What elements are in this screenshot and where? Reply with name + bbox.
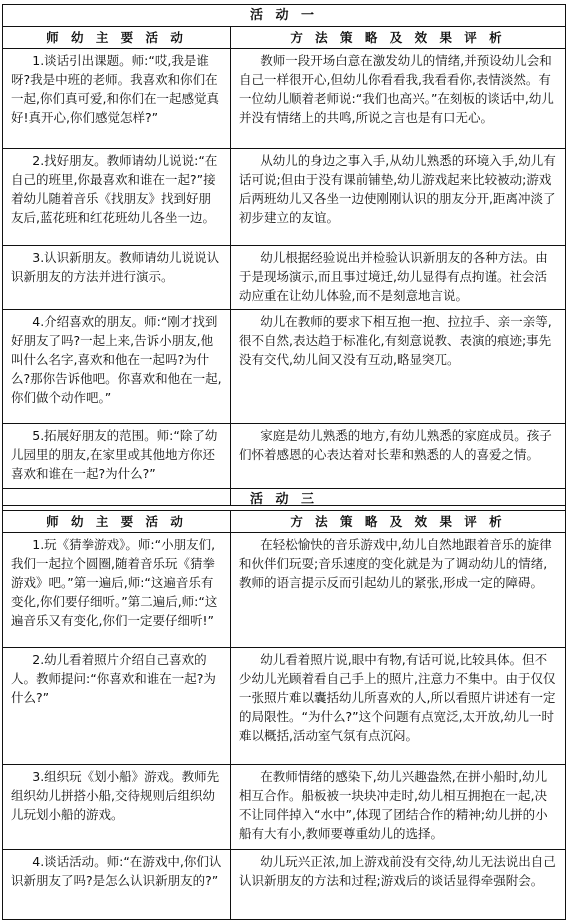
activity1-title: 活 动 一 — [3, 5, 566, 27]
activity1-col1-header: 师 幼 主 要 活 动 — [3, 27, 231, 49]
evaluation-cell: 在轻松愉快的音乐游戏中,幼儿自然地跟着音乐的旋律和伙伴们玩耍;音乐速度的变化就是为了调动幼儿的情绪,教师的语言提示反而引起幼儿的紧张,形成一定的障碍。 — [231, 533, 566, 648]
activity3-table — [2, 488, 566, 920]
table-row — [3, 310, 566, 424]
evaluation-cell: 在教师情绪的感染下,幼儿兴趣盎然,在拼小船时,幼儿相互合作。船板被一块块冲走时,幼儿相互拥抱在一起,决不让同伴掉入“水中”,体现了团结合作的精神;幼儿拼的小船有大有小,教师要尊重幼儿的选择。 — [231, 765, 566, 850]
evaluation-cell: 教师一段开场白意在激发幼儿的情绪,并预设幼儿会和自己一样很开心,但幼儿你看看我,我看看你,表情淡然。有一位幼儿顺着老师说:“我们也高兴。”在刻板的谈话中,幼儿并没有情绪上的共鸣,所说之言也是有口无心。 — [231, 49, 566, 149]
evaluation-cell: 幼儿玩兴正浓,加上游戏前没有交待,幼儿无法说出自己认识新朋友的方法和过程;游戏后的谈话显得牵强附会。 — [231, 850, 566, 920]
activity3-col1-header: 师 幼 主 要 活 动 — [3, 511, 231, 533]
table-row — [3, 49, 566, 149]
evaluation-cell: 幼儿在教师的要求下相互抱一抱、拉拉手、亲一亲等,很不自然,表达趋于标准化,有刻意说教、表演的痕迹;事先没有交代,幼儿间又没有互动,略显突兀。 — [231, 310, 566, 424]
table-row — [3, 765, 566, 850]
activity-cell: 1.谈话引出课题。师:“哎,我是谁呀?我是中班的老师。我喜欢和你们在一起,你们真可爱,和你们在一起感觉真好!真开心,你们感觉怎样?” — [3, 49, 231, 149]
table-row — [3, 533, 566, 648]
activity-cell: 4.谈话活动。师:“在游戏中,你们认识新朋友了吗?是怎么认识新朋友的?” — [3, 850, 231, 920]
activity-cell: 2.幼儿看着照片介绍自己喜欢的人。教师提问:“你喜欢和谁在一起?为什么?” — [3, 648, 231, 765]
evaluation-cell: 从幼儿的身边之事入手,从幼儿熟悉的环境入手,幼儿有话可说;但由于没有课前铺垫,幼儿游戏起来比较被动;游戏后两班幼儿又各坐一边使刚刚认识的朋友分开,距离冲淡了初步建立的友谊。 — [231, 149, 566, 246]
activity1-table — [2, 4, 566, 506]
activity3-col2-header: 方 法 策 略 及 效 果 评 析 — [231, 511, 566, 533]
activity-cell: 2.找好朋友。教师请幼儿说说:“在自己的班里,你最喜欢和谁在一起?”接着幼儿随着音乐《找朋友》找到好朋友后,蓝花班和红花班幼儿各坐一边。 — [3, 149, 231, 246]
activity3-title: 活 动 三 — [3, 489, 566, 511]
evaluation-cell: 家庭是幼儿熟悉的地方,有幼儿熟悉的家庭成员。孩子们怀着感恩的心表达着对长辈和熟悉的人的喜爱之情。 — [231, 424, 566, 506]
activity-cell: 3.认识新朋友。教师请幼儿说说认识新朋友的方法并进行演示。 — [3, 246, 231, 310]
evaluation-cell: 幼儿看着照片说,眼中有物,有话可说,比较具体。但不少幼儿光顾着看自己手上的照片,注意力不集中。由于仅仅一张照片难以囊括幼儿所喜欢的人,所以看照片讲述有一定的局限性。“为什么?”这个问题有点宽泛,太开放,幼儿一时难以概括,活动室气氛有点沉闷。 — [231, 648, 566, 765]
activity1-col2-header: 方 法 策 略 及 效 果 评 析 — [231, 27, 566, 49]
table-row — [3, 648, 566, 765]
table-row — [3, 850, 566, 920]
activity-cell: 5.拓展好朋友的范围。师:“除了幼儿园里的朋友,在家里或其他地方你还喜欢和谁在一起?为什么?” — [3, 424, 231, 506]
evaluation-cell: 幼儿根据经验说出并检验认识新朋友的各种方法。由于是现场演示,而且事过境迁,幼儿显得有点拘谨。社会活动应重在让幼儿体验,而不是刻意地言说。 — [231, 246, 566, 310]
table-row — [3, 149, 566, 246]
activity-cell: 1.玩《猜拳游戏》。师:“小朋友们,我们一起拉个圆圈,随着音乐玩《猜拳游戏》吧。”第一遍后,师:“这遍音乐有变化,你们要仔细听。”第二遍后,师:“这遍音乐又有变化,你们一定要仔细听!” — [3, 533, 231, 648]
table-row — [3, 246, 566, 310]
activity-cell: 3.组织玩《划小船》游戏。教师先组织幼儿拼搭小船,交待规则后组织幼儿玩划小船的游戏。 — [3, 765, 231, 850]
activity-cell: 4.介绍喜欢的朋友。师:“刚才找到好朋友了吗?一起上来,告诉小朋友,他叫什么名字,喜欢和他在一起吗?为什么?那你告诉他吧。你喜欢和他在一起,你们做个动作吧。” — [3, 310, 231, 424]
